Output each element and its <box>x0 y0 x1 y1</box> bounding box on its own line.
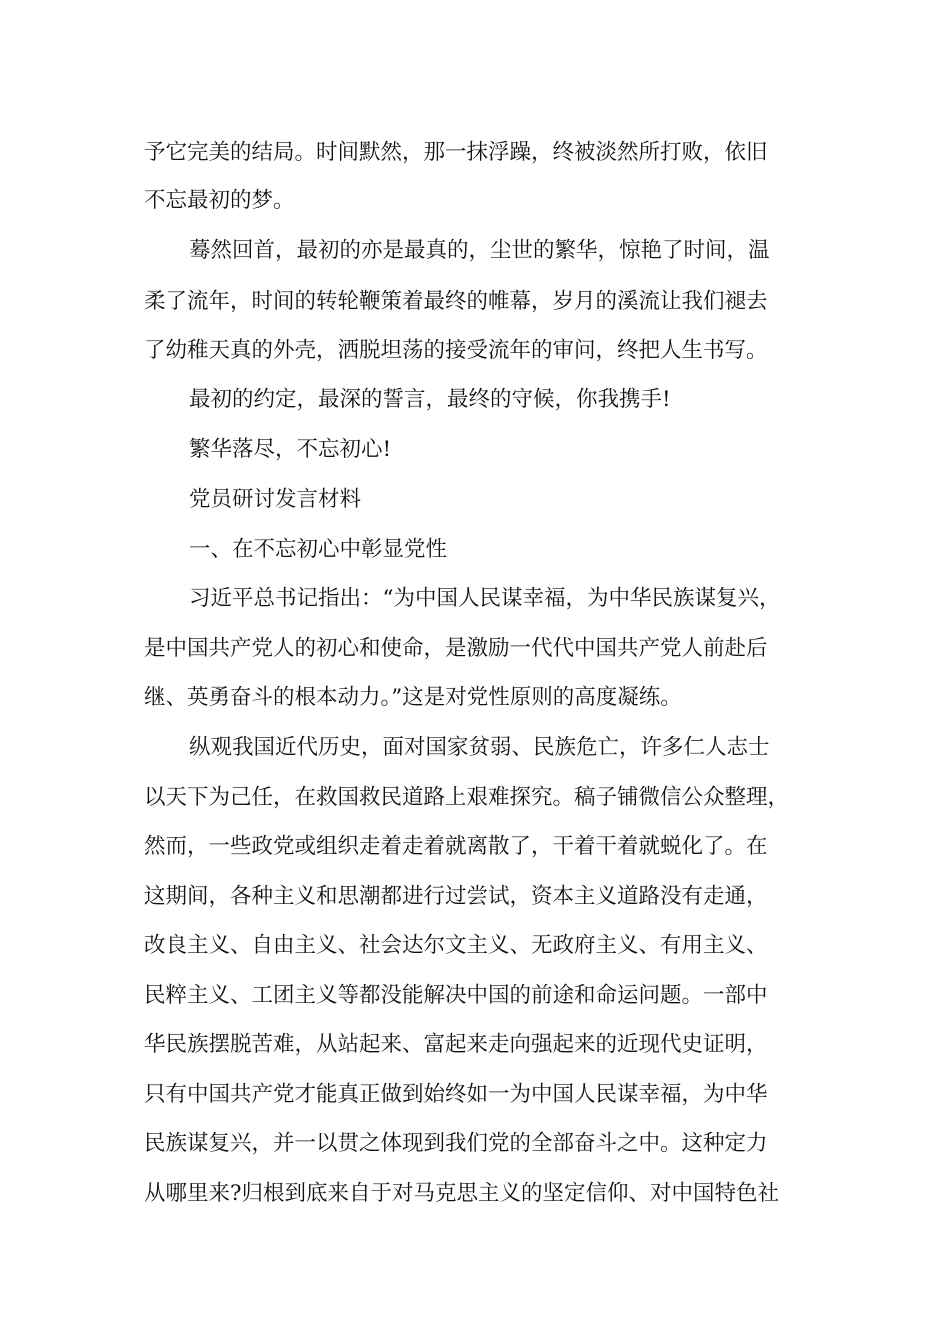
text-line: 民族谋复兴，并一以贯之体现到我们党的全部奋斗之中。这种定力 <box>144 1131 768 1156</box>
text-line: 只有中国共产党才能真正做到始终如一为中国人民谋幸福，为中华 <box>144 1082 768 1107</box>
text-line: 以天下为己任，在救国救民道路上艰难探究。稿子铺微信公众整理， <box>144 785 790 810</box>
text-line: 是中国共产党人的初心和使命，是激励一代代中国共产党人前赴后 <box>144 636 768 661</box>
text-line: 从哪里来?归根到底来自于对马克思主义的坚定信仰、对中国特色社 <box>144 1181 780 1206</box>
text-line: 予它完美的结局。时间默然，那一抹浮躁，终被淡然所打败，依旧 <box>144 140 768 165</box>
text-line: 繁华落尽，不忘初心! <box>189 437 392 462</box>
text-line: 习近平总书记指出：“为中国人民谋幸福，为中华民族谋复兴， <box>189 586 781 611</box>
text-line: 华民族摆脱苦难，从站起来、富起来走向强起来的近现代史证明， <box>144 1032 768 1057</box>
text-line: 继、英勇奋斗的根本动力。”这是对党性原则的高度凝练。 <box>144 685 682 710</box>
section-heading: 一、在不忘初心中彰显党性 <box>189 537 448 562</box>
text-line: 然而，一些政党或组织走着走着就离散了，干着干着就蜕化了。在 <box>144 834 768 859</box>
text-line: 柔了流年，时间的转轮鞭策着最终的帷幕，岁月的溪流让我们褪去 <box>144 289 768 314</box>
text-line: 民粹主义、工团主义等都没能解决中国的前途和命运问题。一部中 <box>144 983 768 1008</box>
text-line: 蓦然回首，最初的亦是最真的，尘世的繁华，惊艳了时间，温 <box>189 238 770 263</box>
text-line: 不忘最初的梦。 <box>144 188 295 213</box>
text-line: 纵观我国近代历史，面对国家贫弱、民族危亡，许多仁人志士 <box>189 735 770 760</box>
text-line: 改良主义、自由主义、社会达尔文主义、无政府主义、有用主义、 <box>144 933 768 958</box>
section-heading: 党员研讨发言材料 <box>189 487 362 512</box>
text-line: 最初的约定，最深的誓言，最终的守候，你我携手! <box>189 387 671 412</box>
text-line: 了幼稚天真的外壳，洒脱坦荡的接受流年的审问，终把人生书写。 <box>144 338 768 363</box>
text-line: 这期间，各种主义和思潮都进行过尝试，资本主义道路没有走通， <box>144 884 768 909</box>
